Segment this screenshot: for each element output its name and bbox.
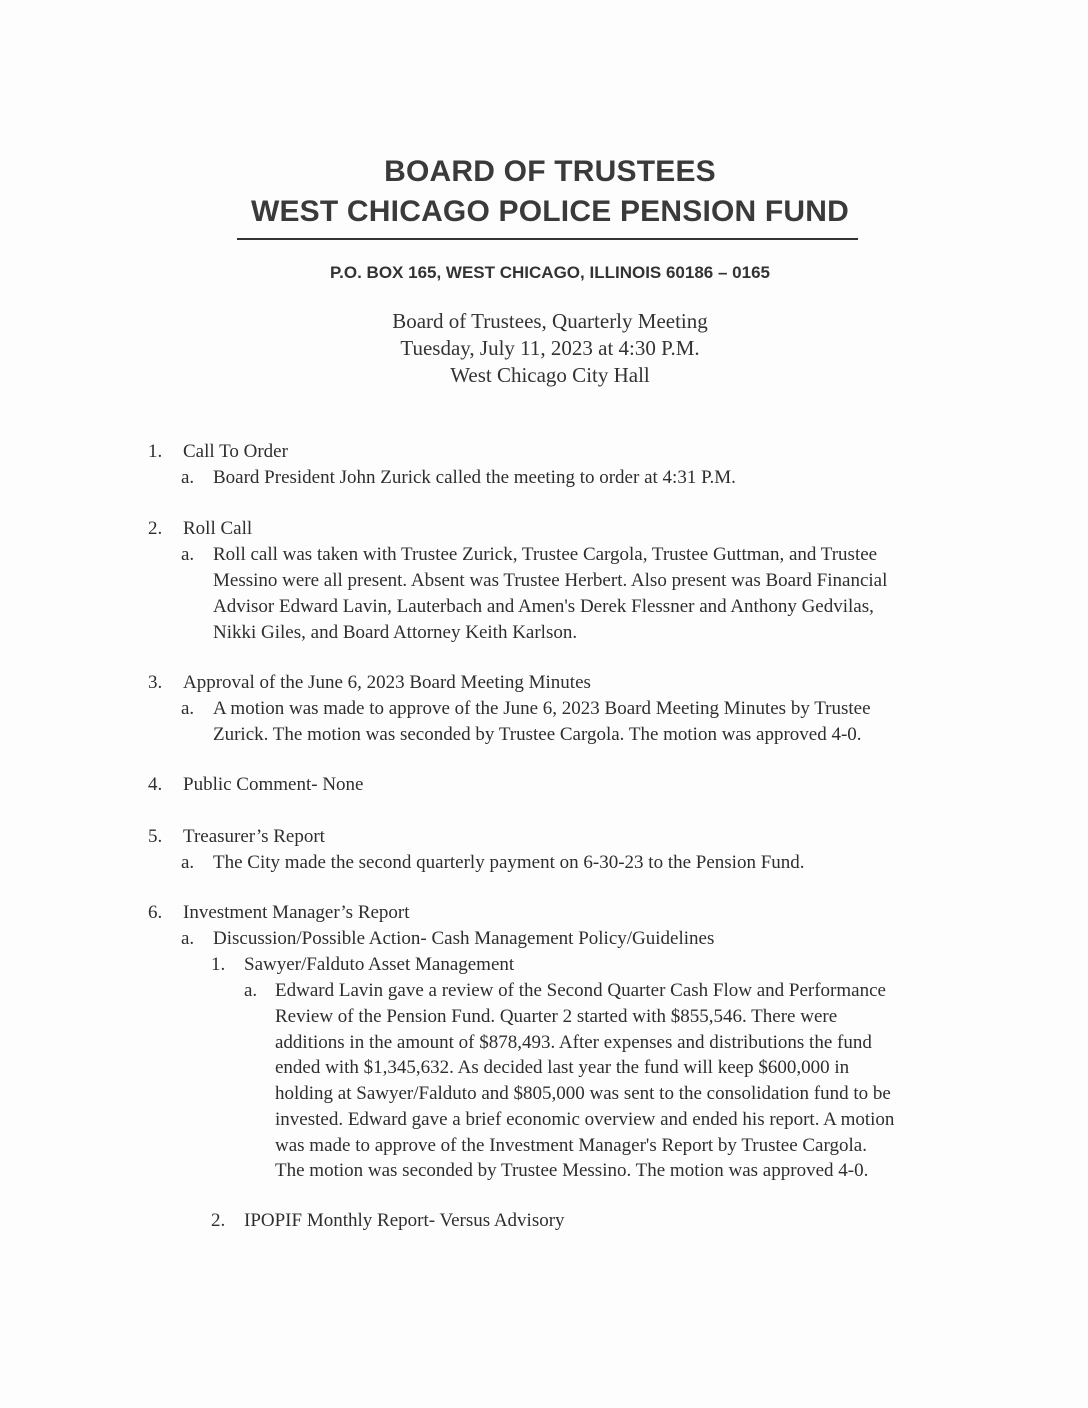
item-6a1a-letter: a. (244, 980, 258, 1001)
item-6a1a-line: ended with $1,345,632. As decided last year the fund will keep $600,000 in (275, 1057, 850, 1078)
meeting-title: Board of Trustees, Quarterly Meeting (392, 309, 708, 333)
item-3a-letter: a. (181, 698, 195, 719)
item-6a2-title: IPOPIF Monthly Report- Versus Advisory (244, 1210, 565, 1231)
item-6a1-title: Sawyer/Falduto Asset Management (244, 954, 515, 975)
item-6-number: 6. (148, 902, 163, 923)
item-3-number: 3. (148, 672, 163, 693)
item-6a1a-line: additions in the amount of $878,493. After expenses and distributions the fund (275, 1032, 872, 1053)
item-4-title: Public Comment- None (183, 774, 364, 795)
meeting-location: West Chicago City Hall (450, 363, 650, 387)
item-5-title: Treasurer’s Report (183, 826, 325, 847)
item-1-title: Call To Order (183, 441, 288, 462)
item-2-number: 2. (148, 518, 163, 539)
item-6a1a-line: invested. Edward gave a brief economic overview and ended his report. A motion (275, 1109, 895, 1130)
item-6a-line: Discussion/Possible Action- Cash Management Policy/Guidelines (213, 928, 715, 949)
item-5a-letter: a. (181, 852, 195, 873)
item-3a-line: Zurick. The motion was seconded by Trustee Cargola. The motion was approved 4-0. (213, 724, 862, 745)
item-2a-line: Advisor Edward Lavin, Lauterbach and Amen's Derek Flessner and Anthony Gedvilas, (213, 596, 874, 617)
meeting-datetime: Tuesday, July 11, 2023 at 4:30 P.M. (400, 336, 700, 360)
address-line: P.O. BOX 165, WEST CHICAGO, ILLINOIS 60186 – 0165 (330, 263, 770, 282)
item-3-title: Approval of the June 6, 2023 Board Meeting Minutes (183, 672, 591, 693)
item-6a-letter: a. (181, 928, 195, 949)
item-2-title: Roll Call (183, 518, 253, 539)
item-5a-line: The City made the second quarterly payment on 6-30-23 to the Pension Fund. (213, 852, 805, 873)
item-6-title: Investment Manager’s Report (183, 902, 410, 923)
item-2a-line: Roll call was taken with Trustee Zurick, Trustee Cargola, Trustee Guttman, and Trustee (213, 544, 878, 565)
item-1a-line: Board President John Zurick called the meeting to order at 4:31 P.M. (213, 467, 736, 488)
item-6a1-number: 1. (211, 954, 226, 975)
item-6a1a-line: Review of the Pension Fund. Quarter 2 started with $855,546. There were (275, 1006, 838, 1027)
title-line-1: BOARD OF TRUSTEES (384, 155, 716, 188)
item-6a1a-line: The motion was seconded by Trustee Messino. The motion was approved 4-0. (275, 1160, 869, 1181)
item-3a-line: A motion was made to approve of the June 6, 2023 Board Meeting Minutes by Trustee (213, 698, 871, 719)
item-1-number: 1. (148, 441, 163, 462)
item-5-number: 5. (148, 826, 163, 847)
item-2a-line: Nikki Giles, and Board Attorney Keith Karlson. (213, 622, 578, 643)
item-2a-line: Messino were all present. Absent was Trustee Herbert. Also present was Board Financial (213, 570, 888, 591)
item-6a2-number: 2. (211, 1210, 226, 1231)
item-6a1a-line: was made to approve of the Investment Manager's Report by Trustee Cargola. (275, 1135, 867, 1156)
item-6a1a-line: Edward Lavin gave a review of the Second Quarter Cash Flow and Performance (275, 980, 886, 1001)
item-4-number: 4. (148, 774, 163, 795)
title-rule (237, 238, 858, 240)
title-line-2: WEST CHICAGO POLICE PENSION FUND (250, 195, 850, 228)
item-6a1a-line: holding at Sawyer/Falduto and $805,000 was sent to the consolidation fund to be (275, 1083, 891, 1104)
item-1a-letter: a. (181, 467, 195, 488)
item-2a-letter: a. (181, 544, 195, 565)
